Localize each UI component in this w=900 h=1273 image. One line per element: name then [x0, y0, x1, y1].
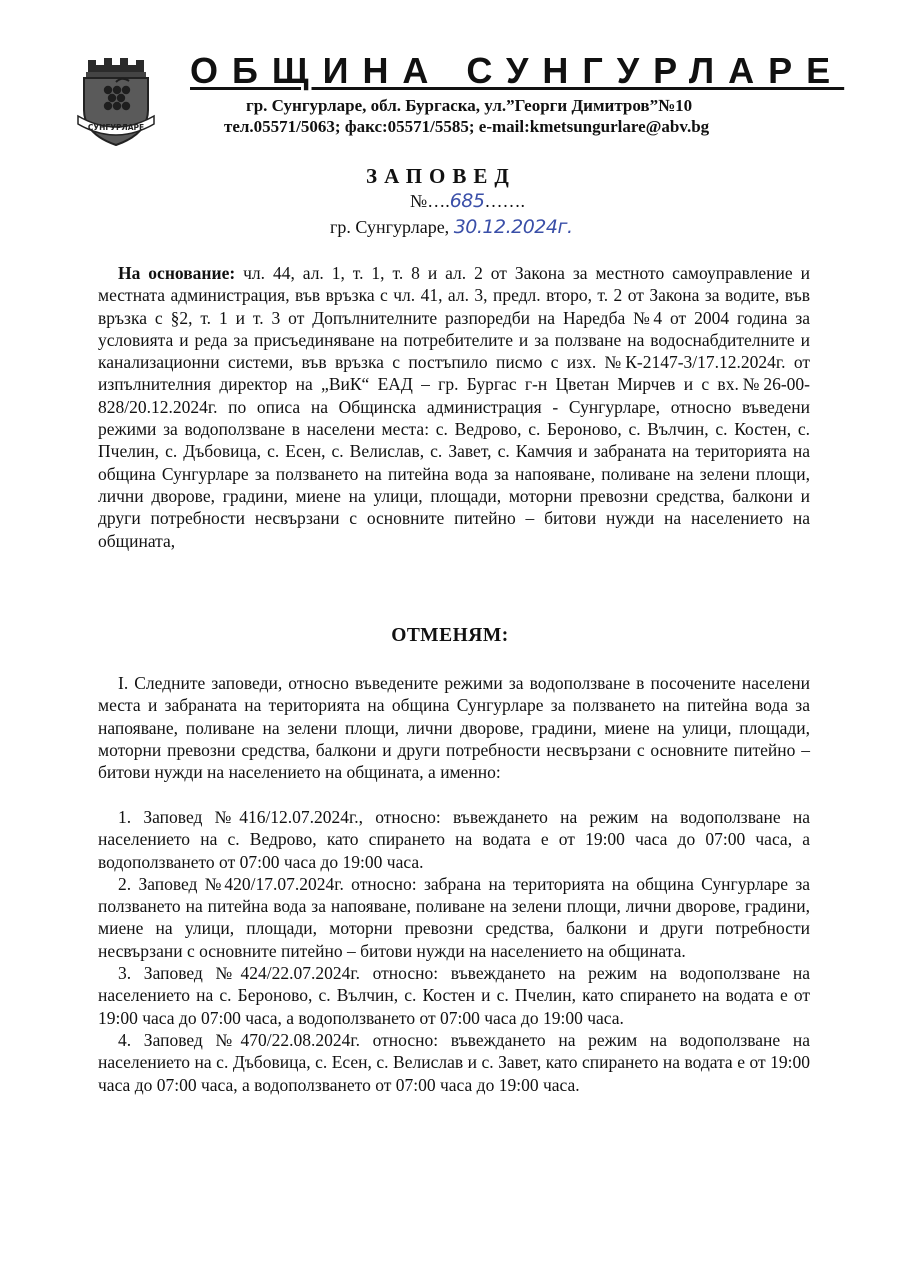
revoked-order-item: 3. Заповед №424/22.07.2024г. относно: въвеждането на режим на водоползване на населението на с. Бероново, с. Вълчин, с. Костен и с. Пчелин, като спирането на водата е от 19:00 часа до 07:00 часа, а водоползването от 07:00 часа до 19:00 часа. — [98, 963, 810, 1028]
legal-basis-label: На основание: — [118, 263, 236, 283]
order-number-handwritten: 685 — [449, 190, 485, 212]
revoked-order-item: 2. Заповед №420/17.07.2024г. относно: забрана на територията на община Сунгурларе за ползването на питейна вода за напояване, поливане на зелени площи, лични дворове, градини, миене на улици, площади, моторни превозни средства, балкони и други потребности несвързани с основните питейно – битови нужди на населението на общината. — [98, 873, 810, 961]
crest-banner-text: СУНГУРЛАРЕ — [87, 123, 145, 132]
decision-heading: ОТМЕНЯМ: — [391, 625, 509, 646]
revoked-orders-list — [98, 806, 810, 1096]
order-place: гр. Сунгурларе, — [330, 217, 450, 237]
order-number-dots-before: …. — [427, 191, 450, 211]
legal-basis-text: чл. 44, ал. 1, т. 1, т. 8 и ал. 2 от Закона за местното самоуправление и местната администрация, във връзка с чл. 41, ал. 3, предл. второ, т. 2 от Закона за водите, във връзка с §2, т. 1 и т. 3 от Допълнителните разпоредби на Наредба №4 от 2004 година за условията и реда за присъединяване на потребителите и за ползване на водоснабдителните и канализационни системи, във връзка с постъпило писмо с изх. №К-2147-3/17.12.2024г. от изпълнителния директор на „ВиК“ ЕАД – гр. Бургас г-н Цветан Мирчев и с вх.№26-00-828/20.12.2024г. по описа на Общинска администрация - Сунгурларе, относно въведени режими за водоползване в населени места: с. Ведрово, с. Бероново, с. Вълчин, с. Костен, с. Пчелин, с. Дъбовица, с. Есен, с. Велислав, с. Завет, с. Камчия и забраната на територията на община Сунгурларе за ползването на питейна вода за напояване, поливане на зелени площи, лични дворове, градини, миене на улици, площади, моторни превозни средства, балкони и други потребности несвързани с основните питейно – битови нужди на населението на общината, — [98, 263, 810, 551]
order-number-row — [410, 190, 525, 212]
order-number-prefix: № — [410, 191, 428, 211]
order-title: ЗАПОВЕД — [366, 164, 516, 188]
order-number-dots-after: ……. — [484, 191, 525, 211]
legal-basis-paragraph — [98, 262, 810, 552]
municipality-name: ОБЩИНА СУНГУРЛАРЕ — [190, 50, 845, 91]
municipality-contacts: тел.05571/5063; факс:05571/5585; e-mail:kmetsungurlare@abv.bg — [224, 117, 710, 136]
section-1-paragraph: I. Следните заповеди, относно въведените режими за водоползване в посочените населени места и забраната на територията на община Сунгурларе за ползването на питейна вода за напояване, поливане на зелени площи, лични дворове, градини, миене на улици, площади, моторни превозни средства, балкони и други потребности несвързани с основните питейно – битови нужди на населението на общината, а именно: — [98, 673, 810, 783]
revoked-order-item: 1. Заповед №416/12.07.2024г., относно: въвеждането на режим на водоползване на населението на с. Ведрово, като спирането на водата е от 19:00 часа до 07:00 часа, а водоползването от 07:00 часа до 19:00 часа. — [98, 807, 810, 872]
order-place-date-row — [330, 216, 573, 238]
municipality-address: гр. Сунгурларе, обл. Бургаска, ул.”Георги Димитров”№10 — [246, 96, 693, 115]
municipal-crest-icon — [66, 48, 166, 148]
revoked-order-item: 4. Заповед №470/22.08.2024г. относно: въвеждането на режим на водоползване на населението на с. Дъбовица, с. Есен, с. Велислав и с. Завет, като спирането на водата е от 19:00 часа до 07:00 часа, а водоползването от 07:00 часа до 19:00 часа. — [98, 1029, 810, 1095]
order-date-handwritten: 30.12.2024г. — [453, 216, 573, 238]
